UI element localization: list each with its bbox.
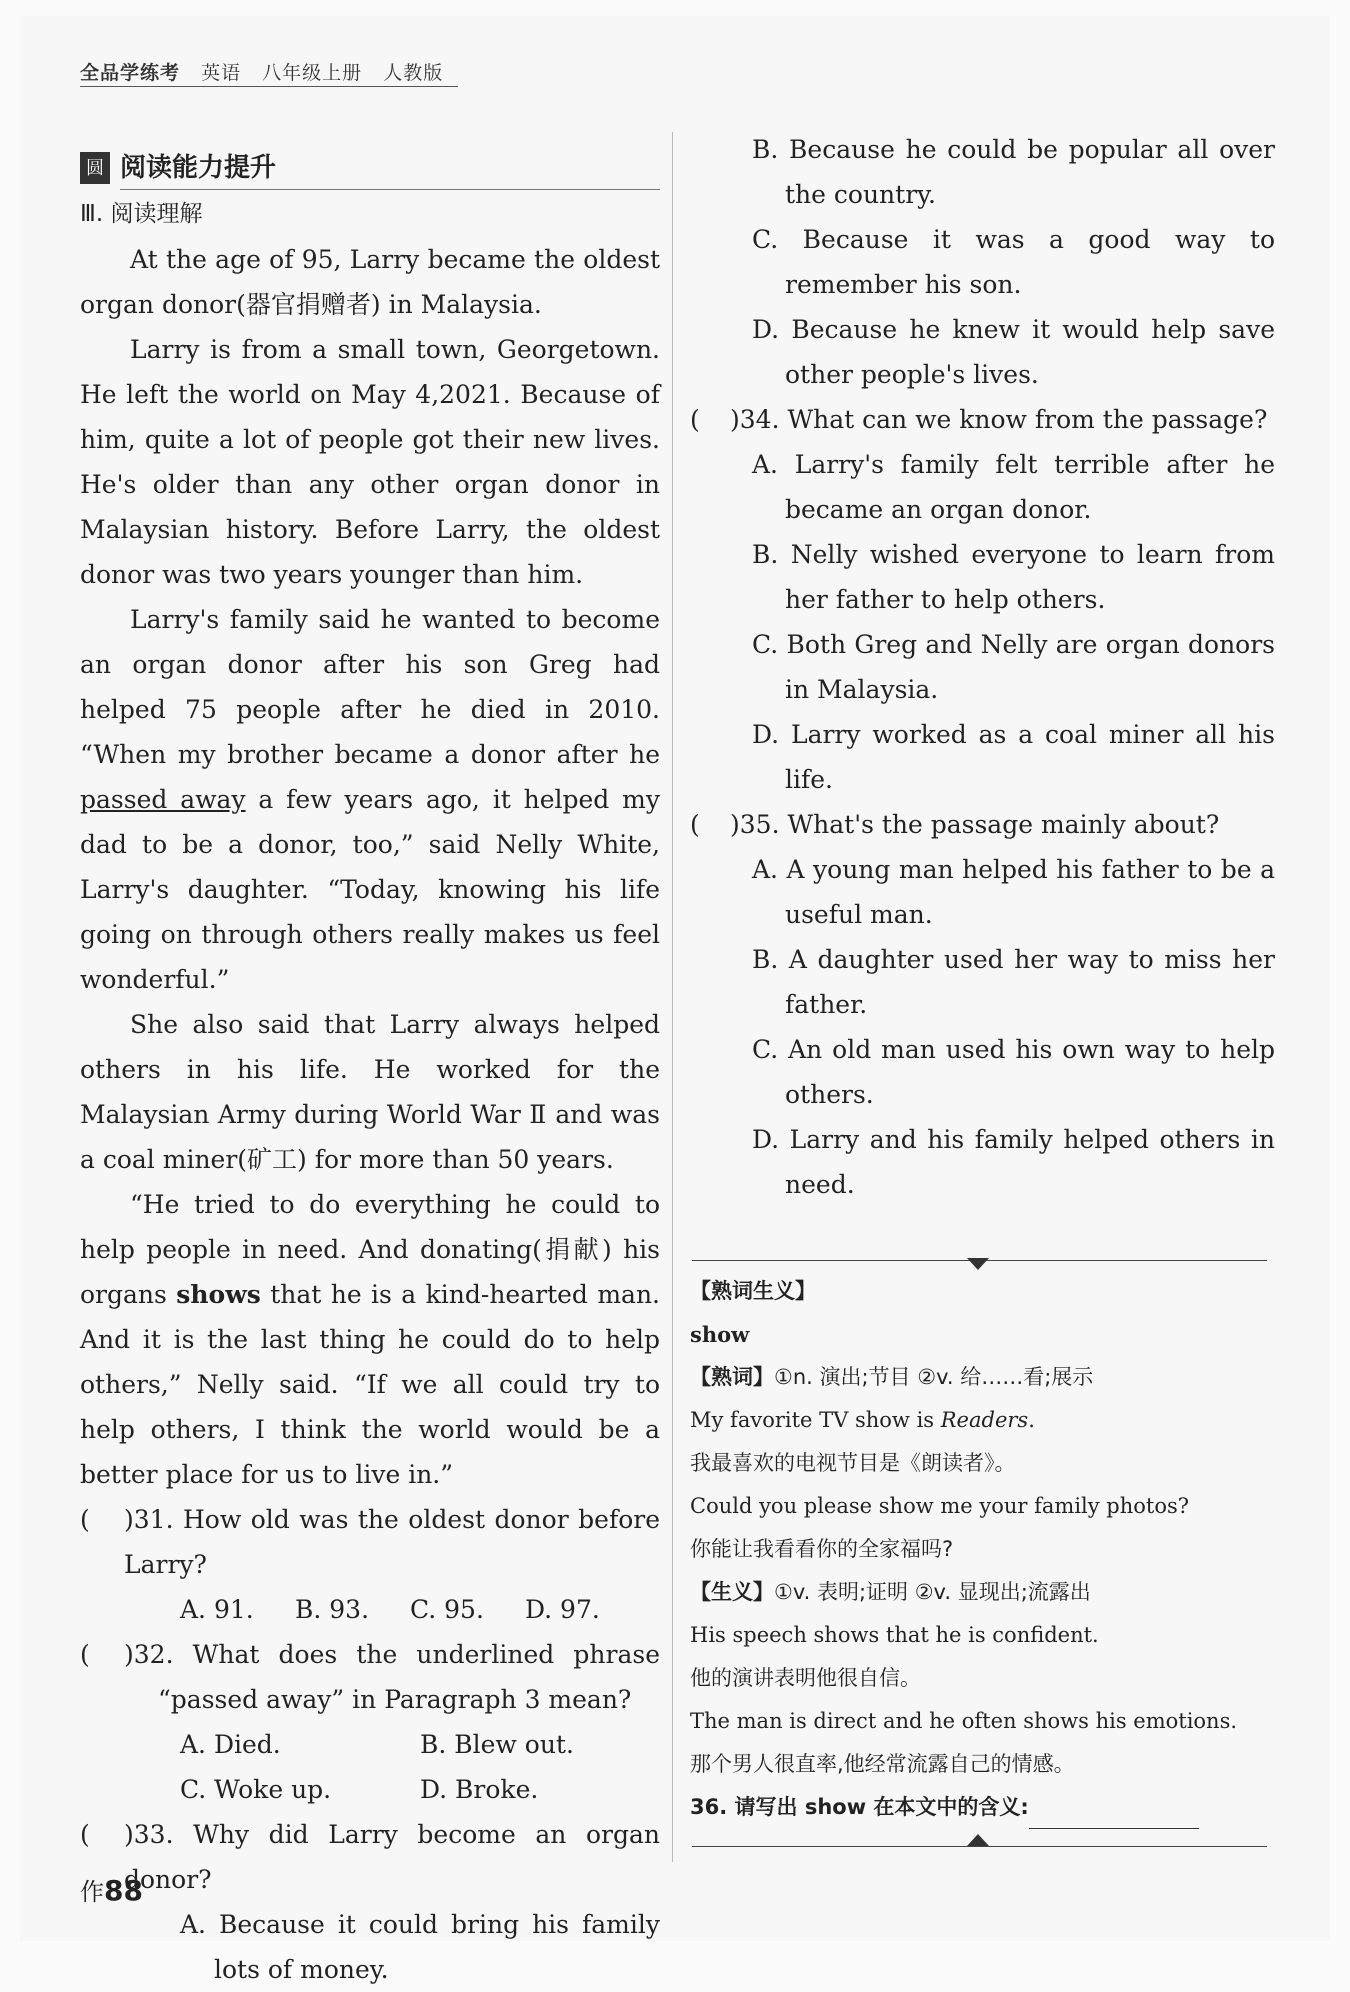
edition: 人教版 bbox=[383, 62, 444, 84]
question-32 bbox=[80, 1632, 660, 1722]
running-header bbox=[80, 58, 457, 85]
example-4-en: The man is direct and he often shows his emotions. bbox=[690, 1709, 1238, 1733]
underlined-phrase: passed away bbox=[80, 785, 246, 814]
p5-text-a: “He tried to do everything he could to help people in need. And donating(捐献) his organs bbox=[80, 1190, 660, 1309]
q35-option-d: D. Larry and his family helped others in need. bbox=[752, 1125, 1275, 1199]
option: A. 91. bbox=[180, 1595, 254, 1624]
option: D. Broke. bbox=[420, 1775, 539, 1804]
answer-line[interactable] bbox=[1029, 1806, 1199, 1829]
example-italic: Readers bbox=[940, 1408, 1029, 1432]
q34-option-b: B. Nelly wished everyone to learn from her father to help others. bbox=[752, 540, 1275, 614]
page-prefix: 作 bbox=[80, 1878, 104, 1906]
triangle-down-icon bbox=[967, 1258, 989, 1270]
q35-option-b: B. A daughter used her way to miss her father. bbox=[752, 945, 1275, 1019]
q34-option-c: C. Both Greg and Nelly are organ donors in Malaysia. bbox=[752, 630, 1275, 704]
option: B. 93. bbox=[295, 1595, 370, 1624]
paragraph-3 bbox=[80, 597, 660, 1002]
question-text: )34. What can we know from the passage? bbox=[730, 405, 1268, 434]
paragraph-2: Larry is from a small town, Georgetown. He left the world on May 4,2021. Because of him, quite a lot of people got their new lives. He's older than any other organ donor in Malaysian history. Before Larry, the oldest donor was two years younger than him. bbox=[80, 335, 660, 589]
vocab-word: show bbox=[690, 1322, 750, 1347]
paragraph-1: At the age of 95, Larry became the oldest organ donor(器官捐赠者) in Malaysia. bbox=[80, 245, 660, 319]
p3-text-a: Larry's family said he wanted to become an organ donor after his son Greg had helped 75 people after he died in 2010. “When my brother became a donor after he bbox=[80, 605, 660, 769]
example-2-en: Could you please show me your family photos? bbox=[690, 1494, 1190, 1518]
q32-options-row1 bbox=[80, 1722, 660, 1767]
subsection-title: Ⅲ. 阅读理解 bbox=[80, 201, 203, 227]
book-name: 全品学练考 bbox=[80, 62, 181, 84]
example-2-cn: 你能让我看看你的全家福吗? bbox=[690, 1537, 954, 1561]
q35-option-c: C. An old man used his own way to help others. bbox=[752, 1035, 1275, 1109]
p3-text-b: a few years ago, it helped my dad to be a donor, too,” said Nelly White, Larry's daughter. “Today, knowing his life going on through others really makes us feel wonderful.” bbox=[80, 785, 660, 994]
q32-options-row2 bbox=[80, 1767, 660, 1812]
example-text: My favorite TV show is bbox=[690, 1408, 941, 1432]
option: D. 97. bbox=[525, 1595, 600, 1624]
familiar-definition: ①n. 演出;节目 ②v. 给……看;展示 bbox=[774, 1365, 1094, 1389]
vocab-box-bottom-rule bbox=[692, 1846, 1267, 1847]
answer-blank[interactable]: ( bbox=[80, 1505, 90, 1534]
question-text: )33. Why did Larry become an organ donor? bbox=[124, 1820, 660, 1894]
q34-option-a: A. Larry's family felt terrible after he became an organ donor. bbox=[752, 450, 1275, 524]
example-3-en: His speech shows that he is confident. bbox=[690, 1623, 1099, 1647]
q33-option-a: A. Because it could bring his family lots of money. bbox=[180, 1910, 660, 1984]
page-footer bbox=[80, 1872, 143, 1907]
section-rule bbox=[120, 189, 660, 190]
option: A. Died. bbox=[180, 1730, 281, 1759]
option: C. Woke up. bbox=[180, 1775, 332, 1804]
page-number: 88 bbox=[104, 1874, 143, 1907]
familiar-meaning bbox=[690, 1356, 1270, 1399]
answer-blank[interactable]: ( bbox=[690, 810, 700, 839]
q35-option-a: A. A young man helped his father to be a useful man. bbox=[752, 855, 1275, 929]
paragraph-5 bbox=[80, 1182, 660, 1497]
question-31 bbox=[80, 1497, 660, 1587]
subject: 英语 bbox=[201, 62, 242, 84]
section-icon: 圆 bbox=[80, 152, 110, 184]
question-33 bbox=[80, 1812, 660, 1902]
bold-word-show: shows bbox=[176, 1280, 261, 1309]
example-4-cn: 那个男人很直率,他经常流露自己的情感。 bbox=[690, 1752, 1075, 1776]
section-title: 阅读能力提升 bbox=[120, 152, 277, 183]
p5-text-c: that he is a kind-hearted man. And it is the last thing he could do to help others,” Nelly said. “If we all could try to help others, I think the world would be a better place for us to live in.” bbox=[80, 1280, 660, 1489]
right-column bbox=[690, 127, 1275, 1207]
question-35 bbox=[690, 802, 1275, 847]
question-text: 36. 请写出 show 在本文中的含义: bbox=[690, 1795, 1029, 1819]
vocab-title: 【熟词生义】 bbox=[690, 1279, 816, 1303]
section-heading bbox=[80, 146, 660, 190]
q33-option-d: D. Because he knew it would help save other people's lives. bbox=[752, 315, 1275, 389]
triangle-up-icon bbox=[967, 1834, 989, 1846]
new-meaning bbox=[690, 1571, 1270, 1614]
column-divider bbox=[672, 132, 673, 1862]
header-rule bbox=[80, 86, 458, 87]
answer-blank[interactable]: ( bbox=[80, 1820, 90, 1849]
question-text: )31. How old was the oldest donor before Larry? bbox=[124, 1505, 660, 1579]
question-text: )35. What's the passage mainly about? bbox=[730, 810, 1220, 839]
example-1-en bbox=[690, 1399, 1270, 1442]
example-3-cn: 他的演讲表明他很自信。 bbox=[690, 1666, 921, 1690]
q33-option-c: C. Because it was a good way to remember his son. bbox=[752, 225, 1275, 299]
new-label: 【生义】 bbox=[690, 1580, 774, 1604]
paragraph-4: She also said that Larry always helped others in his life. He worked for the Malaysian Army during World War Ⅱ and was a coal miner(矿工) for more than 50 years. bbox=[80, 1010, 660, 1174]
left-column bbox=[80, 146, 660, 1992]
familiar-label: 【熟词】 bbox=[690, 1365, 774, 1389]
answer-blank[interactable]: ( bbox=[80, 1640, 90, 1669]
new-definition: ①v. 表明;证明 ②v. 显现出;流露出 bbox=[774, 1580, 1091, 1604]
question-34 bbox=[690, 397, 1275, 442]
q31-options bbox=[80, 1587, 660, 1632]
option: B. Blew out. bbox=[420, 1730, 574, 1759]
example-1-cn: 我最喜欢的电视节目是《朗读者》。 bbox=[690, 1451, 1016, 1475]
example-text: . bbox=[1028, 1408, 1035, 1432]
q34-option-d: D. Larry worked as a coal miner all his life. bbox=[752, 720, 1275, 794]
vocab-box bbox=[690, 1270, 1270, 1829]
question-text: )32. What does the underlined phrase “passed away” in Paragraph 3 mean? bbox=[124, 1640, 660, 1714]
option: C. 95. bbox=[410, 1595, 484, 1624]
grade: 八年级上册 bbox=[262, 62, 363, 84]
question-36 bbox=[690, 1786, 1270, 1829]
answer-blank[interactable]: ( bbox=[690, 405, 700, 434]
q33-option-b: B. Because he could be popular all over the country. bbox=[752, 135, 1275, 209]
